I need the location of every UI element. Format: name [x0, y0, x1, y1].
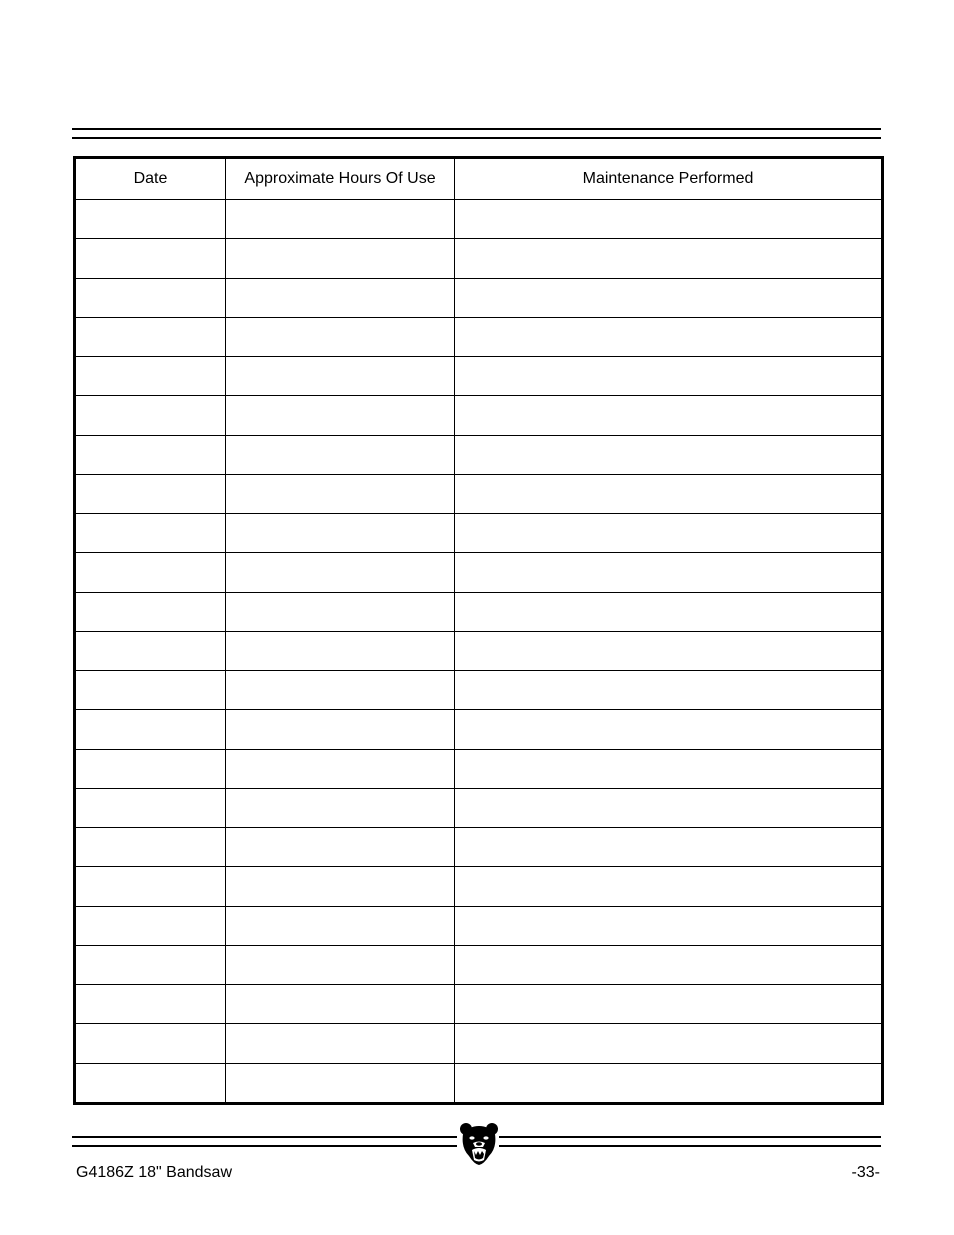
cell-maintenance[interactable] — [455, 828, 883, 867]
cell-date[interactable] — [75, 945, 226, 984]
table-row — [75, 474, 883, 513]
footer-rule-right-top — [499, 1136, 881, 1138]
cell-date[interactable] — [75, 749, 226, 788]
column-header-maintenance: Maintenance Performed — [455, 158, 883, 200]
cell-hours[interactable] — [226, 278, 455, 317]
table-row — [75, 357, 883, 396]
cell-hours[interactable] — [226, 788, 455, 827]
footer-model-name: G4186Z 18" Bandsaw — [76, 1164, 232, 1181]
table-row — [75, 906, 883, 945]
cell-maintenance[interactable] — [455, 906, 883, 945]
cell-hours[interactable] — [226, 200, 455, 239]
cell-date[interactable] — [75, 671, 226, 710]
cell-hours[interactable] — [226, 945, 455, 984]
cell-maintenance[interactable] — [455, 200, 883, 239]
footer-rule-left-bottom — [72, 1145, 457, 1147]
cell-date[interactable] — [75, 828, 226, 867]
cell-hours[interactable] — [226, 985, 455, 1024]
cell-date[interactable] — [75, 278, 226, 317]
table-body — [75, 200, 883, 1104]
cell-date[interactable] — [75, 631, 226, 670]
cell-maintenance[interactable] — [455, 867, 883, 906]
cell-hours[interactable] — [226, 592, 455, 631]
cell-maintenance[interactable] — [455, 317, 883, 356]
table-row — [75, 317, 883, 356]
cell-date[interactable] — [75, 514, 226, 553]
cell-date[interactable] — [75, 357, 226, 396]
table-row — [75, 945, 883, 984]
cell-maintenance[interactable] — [455, 396, 883, 435]
table-row — [75, 514, 883, 553]
cell-hours[interactable] — [226, 867, 455, 906]
table-row — [75, 200, 883, 239]
column-header-hours: Approximate Hours Of Use — [226, 158, 455, 200]
cell-hours[interactable] — [226, 710, 455, 749]
table-row — [75, 749, 883, 788]
cell-date[interactable] — [75, 985, 226, 1024]
cell-hours[interactable] — [226, 435, 455, 474]
table-row — [75, 435, 883, 474]
cell-date[interactable] — [75, 1063, 226, 1104]
cell-maintenance[interactable] — [455, 278, 883, 317]
maintenance-log-table — [73, 156, 884, 1105]
cell-date[interactable] — [75, 867, 226, 906]
footer-rule-left-top — [72, 1136, 457, 1138]
cell-date[interactable] — [75, 396, 226, 435]
column-header-date: Date — [75, 158, 226, 200]
table-row — [75, 239, 883, 278]
cell-maintenance[interactable] — [455, 592, 883, 631]
table-row — [75, 278, 883, 317]
cell-maintenance[interactable] — [455, 1063, 883, 1104]
cell-maintenance[interactable] — [455, 710, 883, 749]
cell-hours[interactable] — [226, 396, 455, 435]
cell-date[interactable] — [75, 1024, 226, 1063]
cell-hours[interactable] — [226, 474, 455, 513]
table-row — [75, 1063, 883, 1104]
cell-maintenance[interactable] — [455, 474, 883, 513]
header-rule-bottom — [72, 137, 881, 139]
footer-rule-right-bottom — [499, 1145, 881, 1147]
cell-hours[interactable] — [226, 317, 455, 356]
cell-hours[interactable] — [226, 749, 455, 788]
cell-hours[interactable] — [226, 671, 455, 710]
cell-date[interactable] — [75, 788, 226, 827]
cell-date[interactable] — [75, 317, 226, 356]
table-row — [75, 788, 883, 827]
cell-date[interactable] — [75, 906, 226, 945]
cell-date[interactable] — [75, 200, 226, 239]
cell-maintenance[interactable] — [455, 749, 883, 788]
cell-date[interactable] — [75, 474, 226, 513]
cell-maintenance[interactable] — [455, 514, 883, 553]
table-header-row — [75, 158, 883, 200]
table-row — [75, 631, 883, 670]
cell-hours[interactable] — [226, 906, 455, 945]
header-double-rule — [72, 128, 881, 140]
cell-hours[interactable] — [226, 631, 455, 670]
cell-maintenance[interactable] — [455, 985, 883, 1024]
cell-maintenance[interactable] — [455, 1024, 883, 1063]
cell-hours[interactable] — [226, 828, 455, 867]
table-row — [75, 671, 883, 710]
cell-hours[interactable] — [226, 1063, 455, 1104]
cell-maintenance[interactable] — [455, 553, 883, 592]
cell-hours[interactable] — [226, 553, 455, 592]
cell-date[interactable] — [75, 710, 226, 749]
cell-date[interactable] — [75, 435, 226, 474]
cell-date[interactable] — [75, 239, 226, 278]
cell-date[interactable] — [75, 553, 226, 592]
bear-head-icon — [459, 1120, 499, 1166]
cell-hours[interactable] — [226, 357, 455, 396]
table-row — [75, 828, 883, 867]
table-row — [75, 1024, 883, 1063]
table-row — [75, 396, 883, 435]
table-row — [75, 867, 883, 906]
cell-hours[interactable] — [226, 1024, 455, 1063]
cell-maintenance[interactable] — [455, 435, 883, 474]
cell-hours[interactable] — [226, 239, 455, 278]
cell-maintenance[interactable] — [455, 945, 883, 984]
table-row — [75, 710, 883, 749]
table-row — [75, 553, 883, 592]
cell-maintenance[interactable] — [455, 788, 883, 827]
cell-maintenance[interactable] — [455, 239, 883, 278]
table-row — [75, 592, 883, 631]
cell-maintenance[interactable] — [455, 631, 883, 670]
cell-maintenance[interactable] — [455, 357, 883, 396]
cell-hours[interactable] — [226, 514, 455, 553]
table-row — [75, 985, 883, 1024]
footer-page-number: -33- — [851, 1164, 880, 1181]
header-rule-top — [72, 128, 881, 130]
cell-maintenance[interactable] — [455, 671, 883, 710]
cell-date[interactable] — [75, 592, 226, 631]
